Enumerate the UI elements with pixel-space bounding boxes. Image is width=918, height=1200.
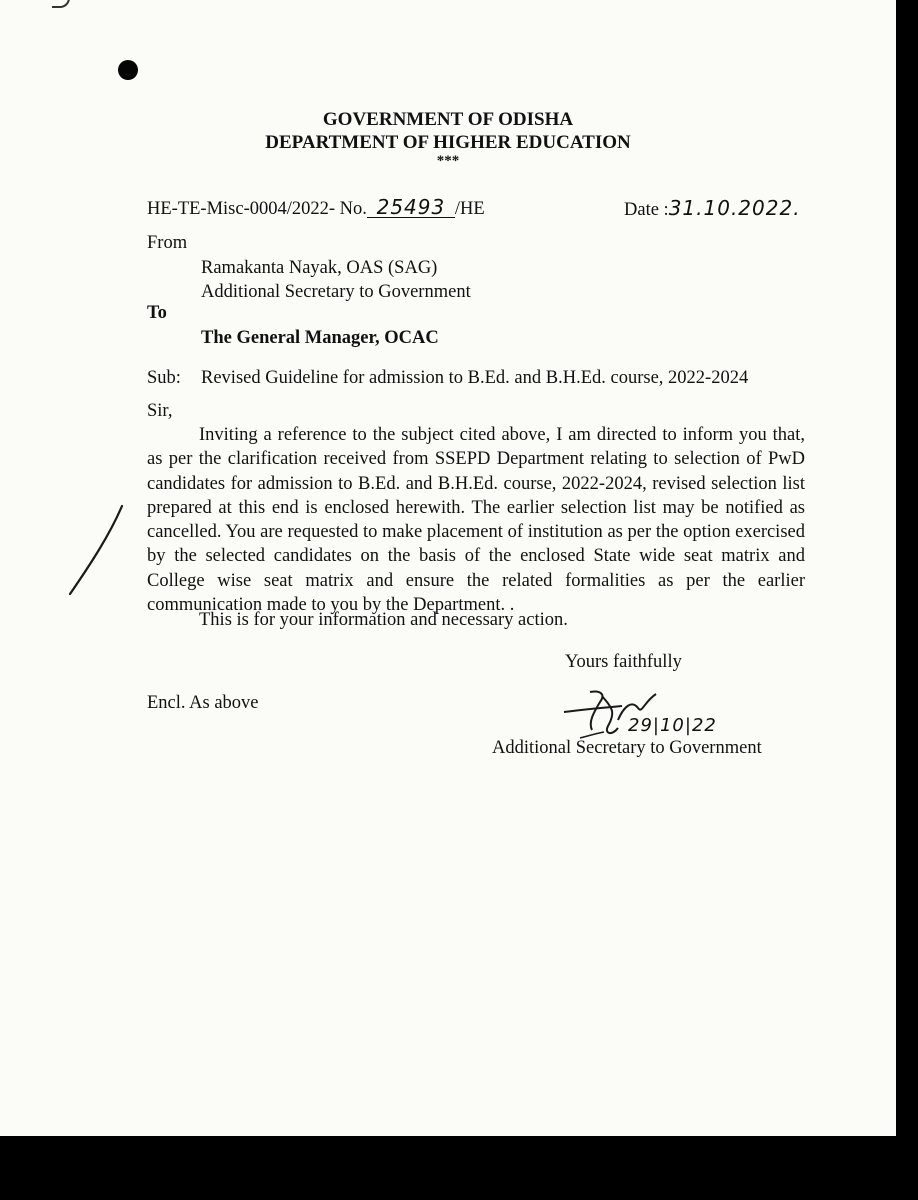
subject-text: Revised Guideline for admission to B.Ed. and B.H.Ed. course, 2022-2024 [201,368,749,388]
date-value: 31.10.2022. [668,196,801,220]
reference-number: 25493 [367,197,455,218]
letterhead [0,108,896,168]
header-stars: *** [436,153,460,169]
signatory-designation: Additional Secretary to Government [492,738,762,758]
enclosure-note: Encl. As above [147,693,259,713]
margin-tick-mark [62,500,142,600]
body-closing-line: This is for your information and necessary action. [199,610,568,630]
signature-date: 29|10|22 [628,715,717,736]
to-label: To [147,303,167,323]
yours-faithfully: Yours faithfully [565,652,682,672]
body-paragraph: Inviting a reference to the subject cited above, I am directed to inform you that, as per the clarification received from SSEPD Department relating to selection of PwD candidates for admission to B.Ed. and B.H.Ed. course, 2022-2024, revised selection list prepared at this end is enclosed herewith. The earlier selection list may be notified as cancelled. You are requested to make placement of institution as per the option exercised by the selected candidates on the basis of the enclosed State wide seat matrix and College wise seat matrix and ensure the related formalities as per the earlier communication made to you by the Department. . [147,425,805,616]
subject-label: Sub: [147,368,181,388]
reference-suffix: /HE [454,199,485,219]
recipient: The General Manager, OCAC [201,328,439,348]
punch-hole [118,60,138,80]
reference-line [147,197,485,221]
date-label: Date : [624,200,669,220]
salutation: Sir, [147,401,173,421]
sender-designation: Additional Secretary to Government [201,282,471,302]
date-line [624,197,801,222]
department-title: DEPARTMENT OF HIGHER EDUCATION [265,132,631,153]
sender-name: Ramakanta Nayak, OAS (SAG) [201,258,438,278]
from-label: From [147,233,188,253]
government-title: GOVERNMENT OF ODISHA [322,109,574,130]
corner-mark [52,0,70,8]
reference-prefix: HE-TE-Misc-0004/2022- No. [147,199,367,219]
